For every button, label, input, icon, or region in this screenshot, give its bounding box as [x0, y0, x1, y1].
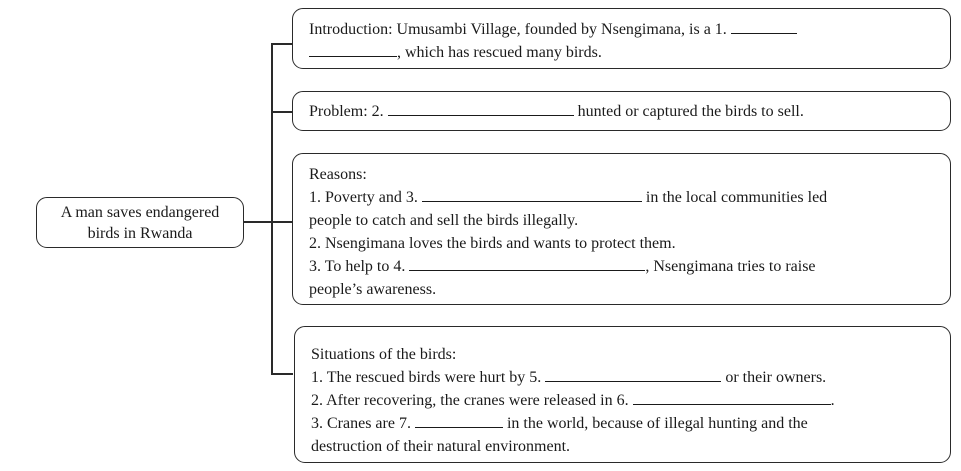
- situation-1-text-a: 1. The rescued birds were hurt by 5.: [311, 369, 542, 386]
- central-topic-box: [36, 197, 244, 248]
- blank-7: [415, 413, 503, 428]
- reasons-heading: Reasons:: [309, 166, 367, 183]
- reason-2-text: 2. Nsengimana loves the birds and wants to protect them.: [309, 235, 676, 252]
- blank-1-a: [731, 19, 797, 34]
- connector-problem: [271, 111, 293, 113]
- blank-3: [422, 187, 642, 202]
- connector-main: [244, 221, 273, 223]
- introduction-box: [292, 8, 951, 69]
- problem-text-a: 2.: [371, 103, 384, 120]
- central-topic-line2: birds in Rwanda: [87, 225, 193, 242]
- reason-3-text-a: 3. To help to 4.: [309, 258, 406, 275]
- situation-2-text-b: .: [830, 392, 835, 409]
- reason-1-text-b: in the local communities led: [645, 189, 828, 206]
- blank-2: [388, 101, 574, 116]
- blank-1-b: [309, 42, 397, 57]
- situation-3-text-b: in the world, because of illegal hunting and the: [506, 415, 808, 432]
- blank-5: [545, 367, 721, 382]
- reason-1-text-c: people to catch and sell the birds illegally.: [309, 212, 579, 229]
- connector-reasons: [271, 221, 293, 223]
- situation-3-text-c: destruction of their natural environment.: [311, 438, 571, 455]
- situations-box: [294, 326, 951, 463]
- reasons-box: [292, 153, 951, 305]
- situations-heading: Situations of the birds:: [311, 346, 457, 363]
- reason-3-text-b: , Nsengimana tries to raise: [645, 258, 816, 275]
- situation-1-text-b: or their owners.: [725, 369, 827, 386]
- introduction-text-b: , which has rescued many birds.: [397, 44, 602, 61]
- connector-situations: [271, 373, 293, 375]
- problem-label: Problem:: [309, 103, 368, 120]
- reason-3-text-c: people’s awareness.: [309, 281, 437, 298]
- reason-1-text-a: 1. Poverty and 3.: [309, 189, 418, 206]
- situation-3-text-a: 3. Cranes are 7.: [311, 415, 411, 432]
- introduction-text-a: Umusambi Village, founded by Nsengimana, is a 1.: [396, 21, 727, 38]
- introduction-label: Introduction:: [309, 21, 393, 38]
- problem-text-b: hunted or captured the birds to sell.: [577, 103, 804, 120]
- blank-6: [633, 390, 831, 405]
- central-topic-line1: A man saves endangered: [60, 204, 220, 221]
- connector-spine: [271, 43, 273, 374]
- blank-4: [409, 256, 645, 271]
- problem-box: [292, 91, 951, 131]
- connector-intro: [271, 43, 293, 45]
- situation-2-text-a: 2. After recovering, the cranes were released in 6.: [311, 392, 629, 409]
